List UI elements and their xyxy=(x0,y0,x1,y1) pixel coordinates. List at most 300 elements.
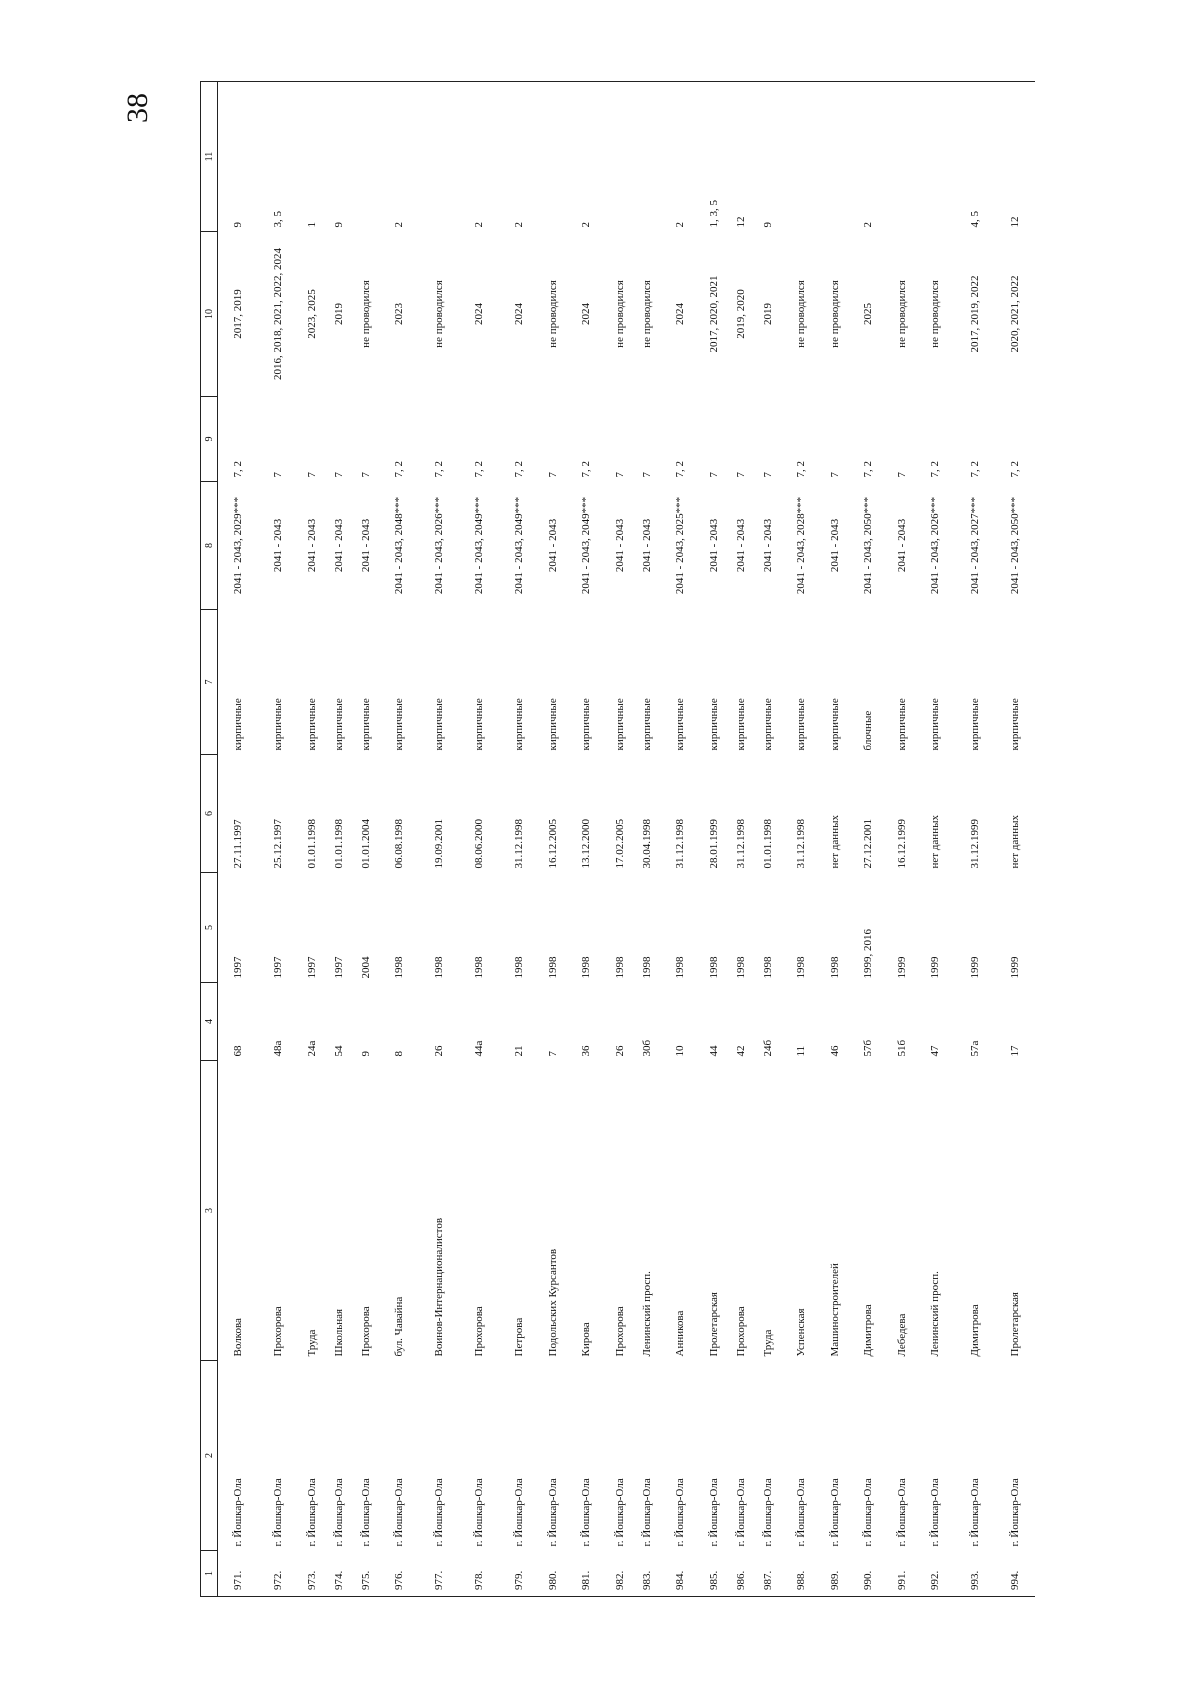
street-cell: Труда xyxy=(761,1329,774,1357)
street-cell: Петрова xyxy=(513,1317,525,1357)
wall-material-cell: кирпичные xyxy=(580,698,592,751)
last-cell: 12 xyxy=(727,82,754,232)
repairs-done-cell: 2019 xyxy=(332,303,345,325)
year-built-cell: 1998 xyxy=(546,956,559,979)
table-row xyxy=(821,82,848,1597)
commission-date-cell: 01.01.1998 xyxy=(332,819,345,869)
row-number: 983. xyxy=(633,1551,660,1597)
year-built-cell: 1999 xyxy=(895,956,908,979)
work-code-cell: 7, 2 xyxy=(473,461,485,478)
work-code-cell: 7 xyxy=(359,472,372,478)
city-cell: г. Йошкар-Ола xyxy=(929,1478,941,1547)
street-cell: Успенская xyxy=(795,1308,807,1357)
year-built-cell: 1998 xyxy=(674,956,686,979)
repairs-done-cell: 2023, 2025 xyxy=(305,289,318,339)
house-cell: 57а xyxy=(969,1040,981,1057)
work-code-cell: 7 xyxy=(895,472,908,478)
last-cell xyxy=(821,82,848,232)
repair-period-cell: 2041 - 2043 xyxy=(761,518,774,573)
table-row xyxy=(218,82,259,1597)
last-cell xyxy=(781,82,821,232)
year-built-cell: 1998 xyxy=(393,956,405,979)
row-number: 984. xyxy=(660,1551,700,1597)
row-number: 974. xyxy=(325,1551,352,1597)
city-cell: г. Йошкар-Ола xyxy=(640,1478,653,1547)
row-number: 989. xyxy=(821,1551,848,1597)
work-code-cell: 7 xyxy=(761,472,774,478)
column-number-8: 8 xyxy=(201,482,218,610)
year-built-cell: 1998 xyxy=(640,956,653,979)
year-built-cell: 1997 xyxy=(332,956,345,979)
repair-period-cell: 2041 - 2043 xyxy=(828,518,841,573)
last-cell xyxy=(352,82,379,232)
repairs-done-cell: не проводился xyxy=(546,280,559,348)
repair-period-cell: 2041 - 2043, 2027*** xyxy=(969,496,981,595)
repairs-done-cell: 2017, 2019, 2022 xyxy=(969,275,981,353)
repairs-done-cell: не проводился xyxy=(359,280,372,348)
wall-material-cell: кирпичные xyxy=(305,698,318,751)
wall-material-cell: кирпичные xyxy=(473,698,485,751)
last-cell: 2 xyxy=(379,82,419,232)
city-cell: г. Йошкар-Ола xyxy=(272,1478,284,1547)
work-code-cell: 7, 2 xyxy=(513,461,525,478)
repair-period-cell: 2041 - 2043, 2026*** xyxy=(433,496,445,595)
work-code-cell: 7 xyxy=(546,472,559,478)
repairs-done-cell: 2020, 2021, 2022 xyxy=(1009,275,1021,353)
street-cell: Пролетарская xyxy=(1009,1292,1021,1357)
street-cell: Прохорова xyxy=(613,1306,626,1357)
year-built-cell: 1999 xyxy=(929,956,941,979)
work-code-cell: 7, 2 xyxy=(969,461,981,478)
house-cell: 54 xyxy=(332,1045,345,1057)
repairs-done-cell: 2023 xyxy=(393,303,405,325)
house-cell: 36 xyxy=(580,1045,592,1057)
street-cell: Димитрова xyxy=(862,1304,874,1357)
last-cell: 3, 5 xyxy=(258,82,298,232)
row-number: 972. xyxy=(258,1551,298,1597)
city-cell: г. Йошкар-Ола xyxy=(433,1478,445,1547)
last-cell: 12 xyxy=(995,82,1035,232)
house-cell: 7 xyxy=(546,1051,559,1057)
house-cell: 24а xyxy=(305,1040,318,1057)
commission-date-cell: 31.12.1998 xyxy=(513,819,525,869)
street-cell: Труда xyxy=(305,1329,318,1357)
wall-material-cell: кирпичные xyxy=(359,698,372,751)
last-cell: 9 xyxy=(218,82,259,232)
commission-date-cell: 13.12.2000 xyxy=(580,819,592,869)
commission-date-cell: 01.01.1998 xyxy=(305,819,318,869)
work-code-cell: 7 xyxy=(828,472,841,478)
street-cell: Прохорова xyxy=(473,1306,485,1357)
city-cell: г. Йошкар-Ола xyxy=(473,1478,485,1547)
house-cell: 9 xyxy=(359,1051,372,1057)
commission-date-cell: нет данных xyxy=(828,815,841,869)
wall-material-cell: кирпичные xyxy=(734,698,747,751)
last-cell: 9 xyxy=(754,82,781,232)
table-row xyxy=(633,82,660,1597)
city-cell: г. Йошкар-Ола xyxy=(513,1478,525,1547)
city-cell: г. Йошкар-Ола xyxy=(707,1478,720,1547)
row-number: 979. xyxy=(499,1551,539,1597)
work-code-cell: 7, 2 xyxy=(232,461,244,478)
repairs-done-cell: 2019 xyxy=(761,303,774,325)
repair-period-cell: 2041 - 2043 xyxy=(640,518,653,573)
street-cell: Прохорова xyxy=(272,1306,284,1357)
street-cell: Лебедева xyxy=(895,1313,908,1357)
column-number-11: 11 xyxy=(201,82,218,232)
street-cell: Волкова xyxy=(232,1318,244,1357)
last-cell: 9 xyxy=(325,82,352,232)
year-built-cell: 1998 xyxy=(734,956,747,979)
year-built-cell: 1998 xyxy=(513,956,525,979)
street-cell: Кирова xyxy=(580,1322,592,1357)
row-number: 971. xyxy=(218,1551,259,1597)
work-code-cell: 7 xyxy=(305,472,318,478)
year-built-cell: 1998 xyxy=(707,956,720,979)
house-cell: 10 xyxy=(674,1045,686,1057)
city-cell: г. Йошкар-Ола xyxy=(580,1478,592,1547)
repair-period-cell: 2041 - 2043, 2050*** xyxy=(862,496,874,595)
commission-date-cell: 27.12.2001 xyxy=(862,819,874,869)
work-code-cell: 7, 2 xyxy=(393,461,405,478)
work-code-cell: 7, 2 xyxy=(862,461,874,478)
table-row xyxy=(995,82,1035,1597)
year-built-cell: 2004 xyxy=(359,956,372,979)
wall-material-cell: кирпичные xyxy=(674,698,686,751)
wall-material-cell: кирпичные xyxy=(828,698,841,751)
row-number: 976. xyxy=(379,1551,419,1597)
wall-material-cell: кирпичные xyxy=(272,698,284,751)
repairs-done-cell: не проводился xyxy=(828,280,841,348)
year-built-cell: 1998 xyxy=(795,956,807,979)
wall-material-cell: кирпичные xyxy=(969,698,981,751)
commission-date-cell: 06.08.1998 xyxy=(393,819,405,869)
street-cell: Прохорова xyxy=(359,1306,372,1357)
commission-date-cell: нет данных xyxy=(1009,815,1021,869)
work-code-cell: 7 xyxy=(332,472,345,478)
row-number: 992. xyxy=(915,1551,955,1597)
house-cell: 68 xyxy=(232,1045,244,1057)
repairs-done-cell: 2024 xyxy=(580,303,592,325)
year-built-cell: 1997 xyxy=(305,956,318,979)
repairs-done-cell: не проводился xyxy=(640,280,653,348)
wall-material-cell: кирпичные xyxy=(393,698,405,751)
repair-period-cell: 2041 - 2043, 2026*** xyxy=(929,496,941,595)
last-cell xyxy=(606,82,633,232)
repairs-done-cell: не проводился xyxy=(613,280,626,348)
wall-material-cell: кирпичные xyxy=(1009,698,1021,751)
wall-material-cell: кирпичные xyxy=(513,698,525,751)
city-cell: г. Йошкар-Ола xyxy=(969,1478,981,1547)
work-code-cell: 7, 2 xyxy=(1009,461,1021,478)
year-built-cell: 1998 xyxy=(613,956,626,979)
repair-period-cell: 2041 - 2043 xyxy=(895,518,908,573)
row-number: 973. xyxy=(298,1551,325,1597)
house-cell: 30б xyxy=(640,1039,653,1057)
row-number: 993. xyxy=(955,1551,995,1597)
repair-period-cell: 2041 - 2043 xyxy=(734,518,747,573)
row-number: 975. xyxy=(352,1551,379,1597)
year-built-cell: 1999 xyxy=(1009,956,1021,979)
commission-date-cell: 30.04.1998 xyxy=(640,819,653,869)
year-built-cell: 1998 xyxy=(828,956,841,979)
repair-period-cell: 2041 - 2043 xyxy=(359,518,372,573)
wall-material-cell: блочные xyxy=(862,710,874,751)
commission-date-cell: 31.12.1998 xyxy=(734,819,747,869)
street-cell: Ленинский просп. xyxy=(640,1271,653,1357)
repairs-done-cell: 2024 xyxy=(674,303,686,325)
repair-period-cell: 2041 - 2043, 2025*** xyxy=(674,496,686,595)
row-number: 987. xyxy=(754,1551,781,1597)
house-cell: 26 xyxy=(433,1045,445,1057)
last-cell xyxy=(888,82,915,232)
city-cell: г. Йошкар-Ола xyxy=(734,1478,747,1547)
repair-period-cell: 2041 - 2043 xyxy=(305,518,318,573)
table-row xyxy=(915,82,955,1597)
last-cell: 4, 5 xyxy=(955,82,995,232)
house-cell: 26 xyxy=(613,1045,626,1057)
wall-material-cell: кирпичные xyxy=(546,698,559,751)
row-number: 982. xyxy=(606,1551,633,1597)
table-row xyxy=(499,82,539,1597)
year-built-cell: 1998 xyxy=(473,956,485,979)
house-cell: 51б xyxy=(895,1039,908,1057)
house-cell: 46 xyxy=(828,1045,841,1057)
last-cell: 2 xyxy=(660,82,700,232)
wall-material-cell: кирпичные xyxy=(640,698,653,751)
house-cell: 47 xyxy=(929,1045,941,1057)
year-built-cell: 1999, 2016 xyxy=(862,929,874,979)
city-cell: г. Йошкар-Ола xyxy=(761,1478,774,1547)
city-cell: г. Йошкар-Ола xyxy=(232,1478,244,1547)
last-cell: 2 xyxy=(848,82,888,232)
year-built-cell: 1999 xyxy=(969,956,981,979)
table-row xyxy=(566,82,606,1597)
last-cell xyxy=(419,82,459,232)
table-row xyxy=(888,82,915,1597)
house-cell: 8 xyxy=(393,1051,405,1057)
row-number: 994. xyxy=(995,1551,1035,1597)
last-cell xyxy=(633,82,660,232)
column-number-10: 10 xyxy=(201,232,218,397)
work-code-cell: 7, 2 xyxy=(580,461,592,478)
table-row xyxy=(419,82,459,1597)
commission-date-cell: 16.12.1999 xyxy=(895,819,908,869)
last-cell: 2 xyxy=(566,82,606,232)
row-number: 981. xyxy=(566,1551,606,1597)
city-cell: г. Йошкар-Ола xyxy=(613,1478,626,1547)
last-cell: 1, 3, 5 xyxy=(700,82,727,232)
street-cell: Димитрова xyxy=(969,1304,981,1357)
street-cell: Прохорова xyxy=(734,1306,747,1357)
repairs-done-cell: 2017, 2019 xyxy=(232,289,244,339)
year-built-cell: 1997 xyxy=(232,956,244,979)
repairs-done-cell: 2016, 2018, 2021, 2022, 2024 xyxy=(272,248,284,380)
street-cell: Пролетарская xyxy=(707,1292,720,1357)
row-number: 986. xyxy=(727,1551,754,1597)
city-cell: г. Йошкар-Ола xyxy=(795,1478,807,1547)
table-row xyxy=(606,82,633,1597)
table-row xyxy=(539,82,566,1597)
commission-date-cell: 28.01.1999 xyxy=(707,819,720,869)
street-cell: Машиностроителей xyxy=(828,1263,841,1357)
table-row xyxy=(258,82,298,1597)
year-built-cell: 1997 xyxy=(272,956,284,979)
city-cell: г. Йошкар-Ола xyxy=(546,1478,559,1547)
row-number: 991. xyxy=(888,1551,915,1597)
house-cell: 24б xyxy=(761,1039,774,1057)
table-row xyxy=(660,82,700,1597)
house-cell: 42 xyxy=(734,1045,747,1057)
table-row xyxy=(379,82,419,1597)
column-number-2: 2 xyxy=(201,1361,218,1551)
work-code-cell: 7, 2 xyxy=(929,461,941,478)
commission-date-cell: 19.09.2001 xyxy=(433,819,445,869)
column-number-row xyxy=(201,82,218,1597)
table-row xyxy=(754,82,781,1597)
commission-date-cell: 27.11.1997 xyxy=(232,819,244,869)
year-built-cell: 1998 xyxy=(761,956,774,979)
repair-period-cell: 2041 - 2043, 2029*** xyxy=(232,496,244,595)
table-body xyxy=(218,82,1036,1597)
street-cell: Подольских Курсантов xyxy=(546,1248,559,1357)
table-row xyxy=(459,82,499,1597)
wall-material-cell: кирпичные xyxy=(613,698,626,751)
repairs-done-cell: 2019, 2020 xyxy=(734,289,747,339)
table-row xyxy=(848,82,888,1597)
wall-material-cell: кирпичные xyxy=(433,698,445,751)
housing-table xyxy=(200,81,1035,1597)
work-code-cell: 7 xyxy=(272,472,284,478)
commission-date-cell: 25.12.1997 xyxy=(272,819,284,869)
wall-material-cell: кирпичные xyxy=(332,698,345,751)
wall-material-cell: кирпичные xyxy=(232,698,244,751)
column-number-4: 4 xyxy=(201,983,218,1061)
work-code-cell: 7 xyxy=(707,472,720,478)
repairs-done-cell: не проводился xyxy=(895,280,908,348)
repair-period-cell: 2041 - 2043, 2049*** xyxy=(580,496,592,595)
row-number: 977. xyxy=(419,1551,459,1597)
work-code-cell: 7, 2 xyxy=(433,461,445,478)
street-cell: Анникова xyxy=(674,1310,686,1357)
repairs-done-cell: 2024 xyxy=(513,303,525,325)
street-cell: Ленинский просп. xyxy=(929,1271,941,1357)
city-cell: г. Йошкар-Ола xyxy=(895,1478,908,1547)
repair-period-cell: 2041 - 2043 xyxy=(613,518,626,573)
city-cell: г. Йошкар-Ола xyxy=(674,1478,686,1547)
commission-date-cell: 01.01.1998 xyxy=(761,819,774,869)
house-cell: 48а xyxy=(272,1040,284,1057)
house-cell: 44а xyxy=(473,1040,485,1057)
table-row xyxy=(700,82,727,1597)
wall-material-cell: кирпичные xyxy=(929,698,941,751)
work-code-cell: 7 xyxy=(640,472,653,478)
repairs-done-cell: 2017, 2020, 2021 xyxy=(707,275,720,353)
commission-date-cell: 31.12.1999 xyxy=(969,819,981,869)
house-cell: 57б xyxy=(862,1039,874,1057)
commission-date-cell: 08.06.2000 xyxy=(473,819,485,869)
year-built-cell: 1998 xyxy=(580,956,592,979)
column-number-7: 7 xyxy=(201,610,218,755)
wall-material-cell: кирпичные xyxy=(895,698,908,751)
row-number: 978. xyxy=(459,1551,499,1597)
table-row xyxy=(955,82,995,1597)
column-number-6: 6 xyxy=(201,755,218,873)
last-cell xyxy=(915,82,955,232)
street-cell: бул. Чавайна xyxy=(393,1296,405,1357)
repairs-done-cell: 2024 xyxy=(473,303,485,325)
last-cell: 1 xyxy=(298,82,325,232)
commission-date-cell: 31.12.1998 xyxy=(674,819,686,869)
table-row xyxy=(727,82,754,1597)
repairs-done-cell: 2025 xyxy=(862,303,874,325)
city-cell: г. Йошкар-Ола xyxy=(1009,1478,1021,1547)
repairs-done-cell: не проводился xyxy=(795,280,807,348)
repair-period-cell: 2041 - 2043 xyxy=(546,518,559,573)
wall-material-cell: кирпичные xyxy=(761,698,774,751)
last-cell: 2 xyxy=(459,82,499,232)
city-cell: г. Йошкар-Ола xyxy=(305,1478,318,1547)
table-row xyxy=(352,82,379,1597)
city-cell: г. Йошкар-Ола xyxy=(393,1478,405,1547)
repair-period-cell: 2041 - 2043 xyxy=(272,518,284,573)
work-code-cell: 7, 2 xyxy=(795,461,807,478)
repair-period-cell: 2041 - 2043 xyxy=(332,518,345,573)
city-cell: г. Йошкар-Ола xyxy=(862,1478,874,1547)
repair-period-cell: 2041 - 2043, 2050*** xyxy=(1009,496,1021,595)
city-cell: г. Йошкар-Ола xyxy=(359,1478,372,1547)
last-cell xyxy=(539,82,566,232)
repair-period-cell: 2041 - 2043 xyxy=(707,518,720,573)
row-number: 988. xyxy=(781,1551,821,1597)
work-code-cell: 7 xyxy=(613,472,626,478)
city-cell: г. Йошкар-Ола xyxy=(332,1478,345,1547)
repairs-done-cell: не проводился xyxy=(929,280,941,348)
table-row xyxy=(325,82,352,1597)
repair-period-cell: 2041 - 2043, 2049*** xyxy=(473,496,485,595)
last-cell: 2 xyxy=(499,82,539,232)
repairs-done-cell: не проводился xyxy=(433,280,445,348)
work-code-cell: 7, 2 xyxy=(674,461,686,478)
row-number: 985. xyxy=(700,1551,727,1597)
commission-date-cell: 31.12.1998 xyxy=(795,819,807,869)
wall-material-cell: кирпичные xyxy=(707,698,720,751)
commission-date-cell: 16.12.2005 xyxy=(546,819,559,869)
repair-period-cell: 2041 - 2043, 2028*** xyxy=(795,496,807,595)
house-cell: 11 xyxy=(795,1045,807,1057)
year-built-cell: 1998 xyxy=(433,956,445,979)
commission-date-cell: 17.02.2005 xyxy=(613,819,626,869)
row-number: 990. xyxy=(848,1551,888,1597)
house-cell: 21 xyxy=(513,1045,525,1057)
column-number-1: 1 xyxy=(201,1551,218,1597)
street-cell: Школьная xyxy=(332,1308,345,1357)
table-row xyxy=(781,82,821,1597)
work-code-cell: 7 xyxy=(734,472,747,478)
commission-date-cell: 01.01.2004 xyxy=(359,819,372,869)
house-cell: 44 xyxy=(707,1045,720,1057)
city-cell: г. Йошкар-Ола xyxy=(828,1478,841,1547)
table-row xyxy=(298,82,325,1597)
street-cell: Воинов-Интернационалистов xyxy=(433,1217,445,1357)
wall-material-cell: кирпичные xyxy=(795,698,807,751)
column-number-9: 9 xyxy=(201,397,218,482)
row-number: 980. xyxy=(539,1551,566,1597)
commission-date-cell: нет данных xyxy=(929,815,941,869)
repair-period-cell: 2041 - 2043, 2048*** xyxy=(393,496,405,595)
repair-period-cell: 2041 - 2043, 2049*** xyxy=(513,496,525,595)
column-number-3: 3 xyxy=(201,1061,218,1361)
